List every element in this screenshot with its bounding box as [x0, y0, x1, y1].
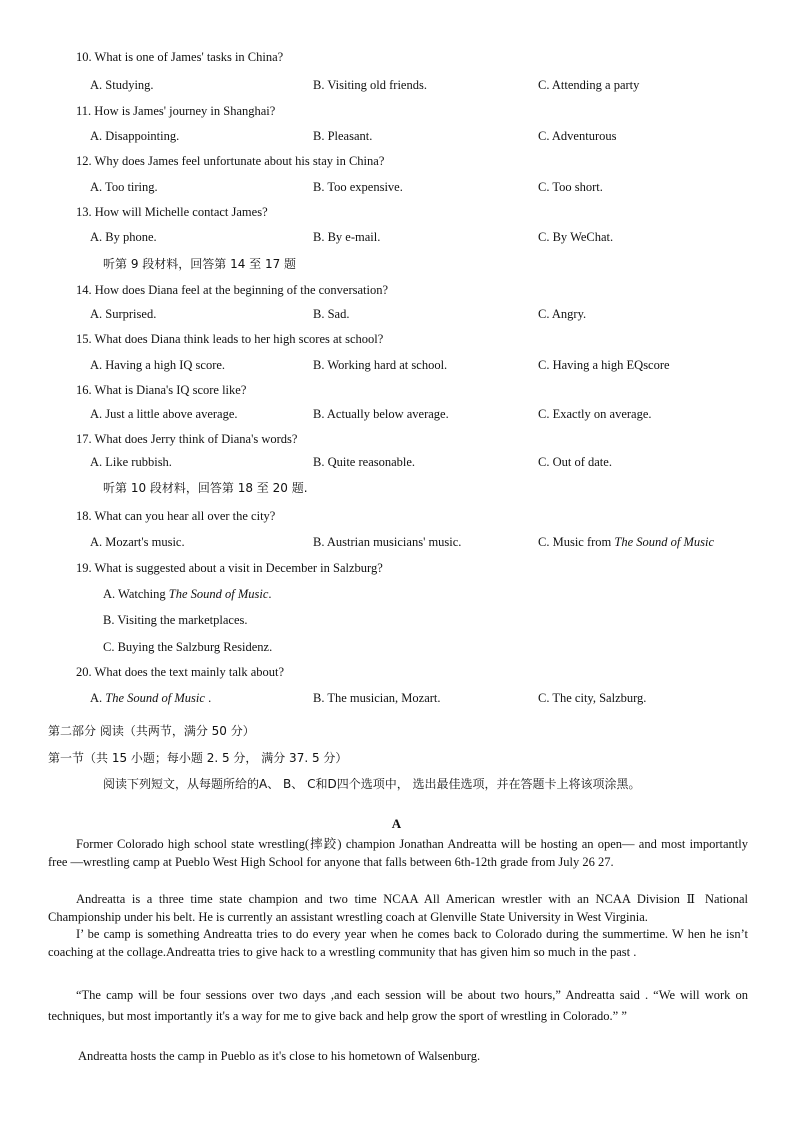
- q16-option-b: B. Actually below average.: [313, 407, 449, 421]
- question-12: 12. Why does James feel unfortunate about his stay in China?: [76, 154, 385, 168]
- paragraph-4: “The camp will be four sessions over two days ,and each session will be about two hours,” Andreatta said . “We will work on techniques, but most importantly it's a way for me to give back and help grow the sport of wrestling in Colorado.” ”: [48, 988, 748, 1023]
- question-20: 20. What does the text mainly talk about?: [76, 665, 285, 679]
- instruction-section-9: 听第 9 段材料，回答第 14 至 17 题: [103, 257, 297, 271]
- q13-option-c: C. By WeChat.: [538, 230, 614, 244]
- q16-option-a: A. Just a little above average.: [90, 407, 238, 421]
- q19-option-c: C. Buying the Salzburg Residenz.: [103, 640, 273, 654]
- q19-option-b: B. Visiting the marketplaces.: [103, 613, 248, 627]
- q11-option-a: A. Disappointing.: [90, 129, 180, 143]
- q17-option-b: B. Quite reasonable.: [313, 455, 416, 469]
- q15-option-c: C. Having a high EQscore: [538, 358, 670, 372]
- q15-option-a: A. Having a high IQ score.: [90, 358, 226, 372]
- part2-title: 第二部分 阅读（共两节，满分 50 分）: [48, 724, 255, 738]
- question-11: 11. How is James' journey in Shanghai?: [76, 104, 276, 118]
- question-19: 19. What is suggested about a visit in December in Salzburg?: [76, 561, 383, 575]
- paragraph-5: Andreatta hosts the camp in Pueblo as it's close to his hometown of Walsenburg.: [78, 1049, 481, 1063]
- q10-option-a: A. Studying.: [90, 78, 154, 92]
- q17-option-c: C. Out of date.: [538, 455, 612, 469]
- instruction-section-10: 听第 10 段材料，回答第 18 至 20 题.: [103, 481, 308, 495]
- q14-option-b: B. Sad.: [313, 307, 350, 321]
- q10-option-b: B. Visiting old friends.: [313, 78, 427, 92]
- q20-option-c: C. The city, Salzburg.: [538, 691, 647, 705]
- q12-option-b: B. Too expensive.: [313, 180, 403, 194]
- paragraph-3: I’ be camp is something Andreatta tries to do every year when he comes back to Colorado during the summertime. W hen he isn’t coaching at the collage.Andreatta tries to give hack to a wrestling community that has given him so much in the past .: [48, 927, 748, 959]
- q18-option-a: A. Mozart's music.: [90, 535, 185, 549]
- q12-option-a: A. Too tiring.: [90, 180, 158, 194]
- question-15: 15. What does Diana think leads to her high scores at school?: [76, 332, 384, 346]
- paragraph-1: Former Colorado high school state wrestling(摔跤) champion Jonathan Andreatta will be hosting an open— and most importantly free —wrestling camp at Pueblo West High School for anyone that falls between 6th-12th grade from July 26 27.: [48, 837, 748, 869]
- q11-option-b: B. Pleasant.: [313, 129, 373, 143]
- question-10: 10. What is one of James' tasks in China?: [76, 50, 284, 64]
- q18-option-b: B. Austrian musicians' music.: [313, 535, 462, 549]
- question-16: 16. What is Diana's IQ score like?: [76, 383, 247, 397]
- q14-option-a: A. Surprised.: [90, 307, 157, 321]
- q17-option-a: A. Like rubbish.: [90, 455, 172, 469]
- q13-option-a: A. By phone.: [90, 230, 157, 244]
- q14-option-c: C. Angry.: [538, 307, 587, 321]
- q20-option-b: B. The musician, Mozart.: [313, 691, 441, 705]
- question-17: 17. What does Jerry think of Diana's words?: [76, 432, 298, 446]
- q15-option-b: B. Working hard at school.: [313, 358, 448, 372]
- q12-option-c: C. Too short.: [538, 180, 603, 194]
- q16-option-c: C. Exactly on average.: [538, 407, 652, 421]
- question-13: 13. How will Michelle contact James?: [76, 205, 268, 219]
- q18-option-c: C. Music from The Sound of Music: [538, 535, 715, 549]
- q10-option-c: C. Attending a party: [538, 78, 640, 92]
- q13-option-b: B. By e-mail.: [313, 230, 381, 244]
- section1-title: 第一节（共 15 小题；每小题 2. 5 分， 满分 37. 5 分）: [48, 751, 348, 765]
- question-14: 14. How does Diana feel at the beginning of the conversation?: [76, 283, 389, 297]
- q19-option-a: A. Watching The Sound of Music.: [103, 587, 272, 601]
- question-18: 18. What can you hear all over the city?: [76, 509, 276, 523]
- reading-instruction: 阅读下列短文，从每题所给的A、 B、 C和D四个选项中， 选出最佳选项，并在答题卡上将该项涂黑。: [103, 777, 641, 791]
- q20-option-a: A. The Sound of Music .: [90, 691, 212, 705]
- passage-label: A: [391, 816, 402, 831]
- q11-option-c: C. Adventurous: [538, 129, 617, 143]
- paragraph-2: Andreatta is a three time state champion and two time NCAA All American wrestler with an NCAA Division Ⅱ National Championship under his belt. He is currently an assistant wrestling coach at Glenville State University in West Virginia.: [48, 892, 748, 924]
